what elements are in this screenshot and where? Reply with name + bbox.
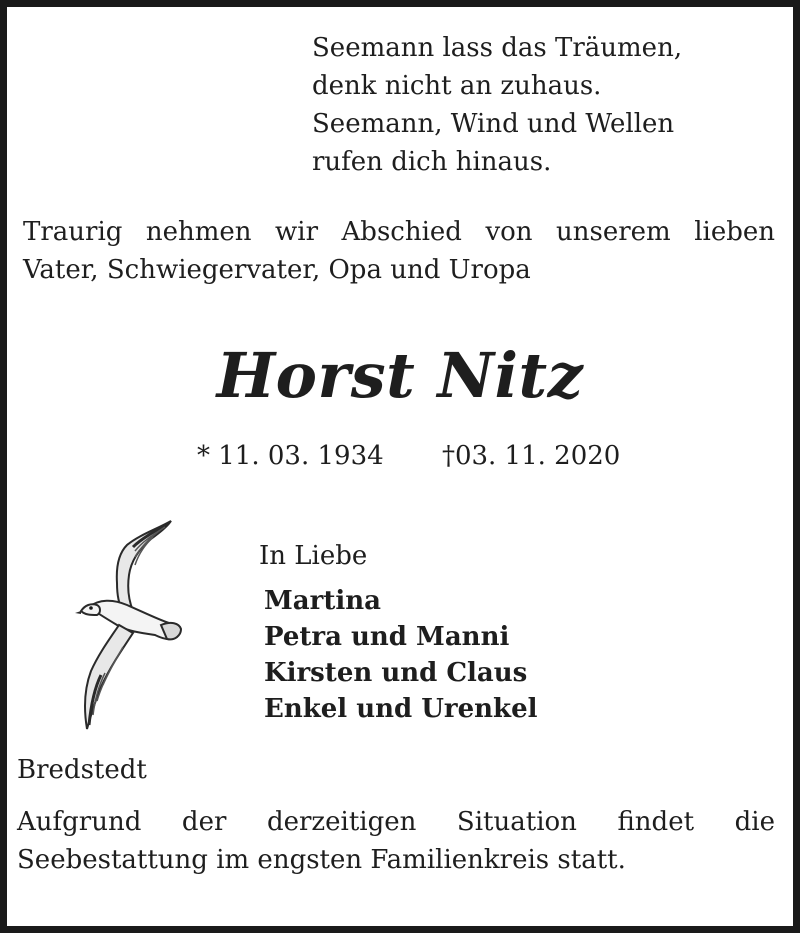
note-line-2: Seebestattung im engsten Familienkreis statt. bbox=[17, 845, 626, 875]
birth-symbol: * bbox=[197, 441, 210, 471]
intro-line-2: Vater, Schwiegervater, Opa und Uropa bbox=[23, 255, 531, 285]
poem-line: Seemann lass das Träumen, bbox=[312, 33, 683, 63]
death-date: 03. 11. 2020 bbox=[454, 441, 621, 471]
note-word: Aufgrund bbox=[17, 807, 142, 837]
mourner-entry: Kirsten und Claus bbox=[264, 658, 528, 688]
note-word: der bbox=[181, 807, 227, 837]
intro-word: unserem bbox=[556, 217, 671, 247]
cross-symbol: † bbox=[441, 441, 455, 471]
in-love-label: In Liebe bbox=[259, 541, 368, 571]
deceased-name: Horst Nitz bbox=[216, 339, 584, 412]
birth-date: 11. 03. 1934 bbox=[218, 441, 384, 471]
note-word: die bbox=[734, 807, 775, 837]
seagull-icon bbox=[69, 515, 189, 739]
note-word: Situation bbox=[456, 807, 577, 837]
poem-line: denk nicht an zuhaus. bbox=[312, 71, 602, 101]
poem-line: rufen dich hinaus. bbox=[312, 147, 552, 177]
intro-word: wir bbox=[275, 217, 319, 247]
mourner-entry: Petra und Manni bbox=[264, 622, 510, 652]
mourners-list bbox=[264, 583, 538, 727]
intro-word: von bbox=[485, 217, 533, 247]
intro-word: Traurig bbox=[23, 217, 123, 247]
poem bbox=[312, 29, 682, 181]
intro-text bbox=[23, 213, 775, 289]
burial-note bbox=[17, 803, 775, 879]
mourner-entry: Martina bbox=[264, 586, 381, 616]
life-dates bbox=[197, 441, 620, 471]
intro-word: lieben bbox=[694, 217, 775, 247]
intro-word: Abschied bbox=[341, 217, 462, 247]
poem-line: Seemann, Wind und Wellen bbox=[312, 109, 675, 139]
intro-word: nehmen bbox=[145, 217, 252, 247]
note-word: findet bbox=[617, 807, 695, 837]
note-word: derzeitigen bbox=[266, 807, 417, 837]
note-line-1 bbox=[17, 803, 775, 841]
intro-line-1 bbox=[23, 213, 775, 251]
place-name: Bredstedt bbox=[17, 755, 147, 785]
mourner-entry: Enkel und Urenkel bbox=[264, 694, 538, 724]
